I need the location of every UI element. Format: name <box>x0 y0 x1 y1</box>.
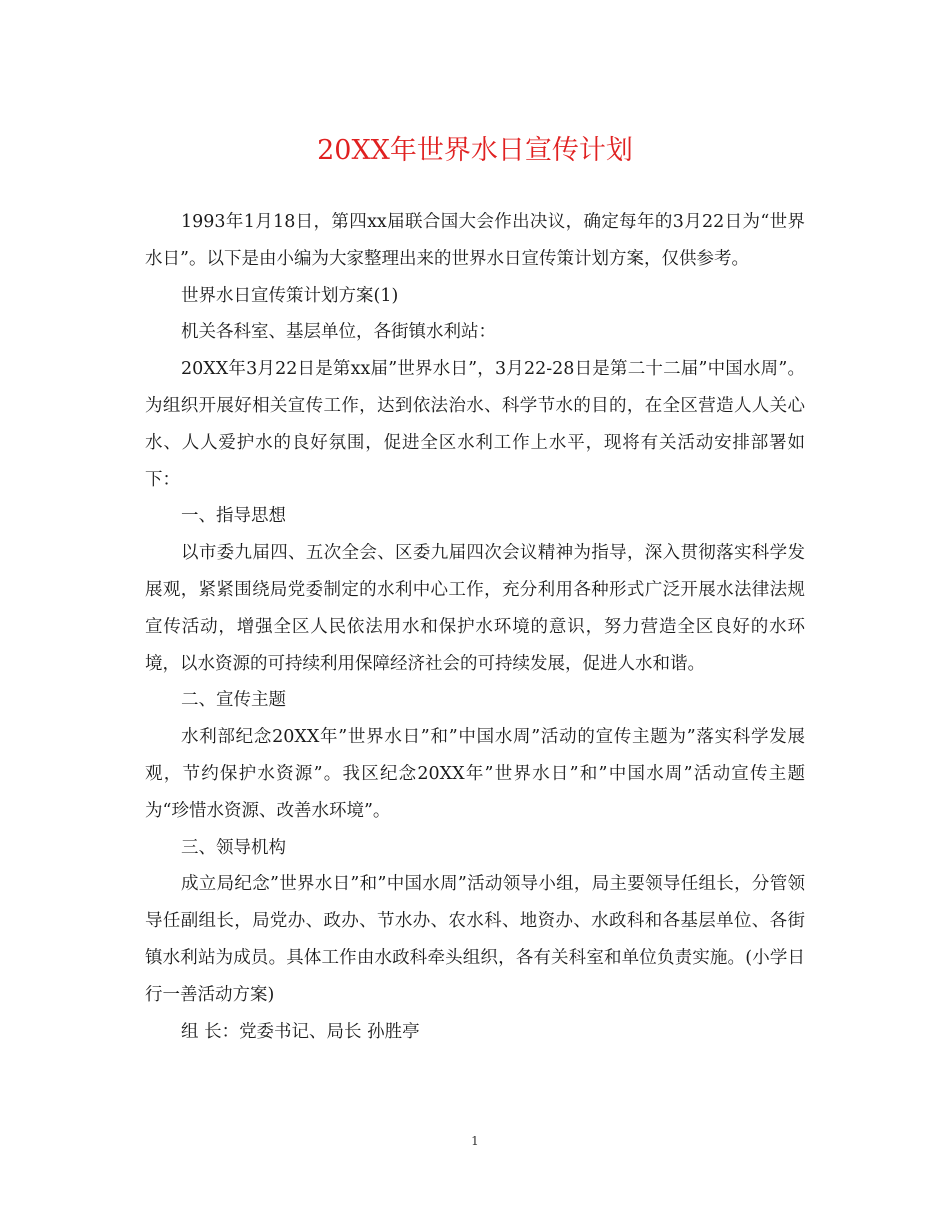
document-body <box>145 204 805 1050</box>
paragraph-background: 20XX年3月22日是第xx届”世界水日”，3月22-28日是第二十二届”中国水周”。为组织开展好相关宣传工作，达到依法治水、科学节水的目的，在全区营造人人关心水、人人爱护水的良好氛围，促进全区水利工作上水平，现将有关活动安排部署如下： <box>145 359 805 490</box>
paragraph-intro: 1993年1月18日，第四xx届联合国大会作出决议，确定每年的3月22日为“世界水日”。以下是由小编为大家整理出来的世界水日宣传策计划方案，仅供参考。 <box>145 212 805 269</box>
paragraph-guiding-thought: 以市委九届四、五次全会、区委九届四次会议精神为指导，深入贯彻落实科学发展观，紧紧围绕局党委制定的水利中心工作，充分利用各种形式广泛开展水法律法规宣传活动，增强全区人民依法用水和保护水环境的意识，努力营造全区良好的水环境，以水资源的可持续利用保障经济社会的可持续发展，促进人水和谐。 <box>145 543 805 674</box>
page-number: 1 <box>471 1134 479 1148</box>
paragraph-team-leader: 组 长：党委书记、局长 孙胜亭 <box>181 1021 420 1042</box>
paragraph-plan-heading: 世界水日宣传策计划方案(1) <box>181 285 399 306</box>
section-heading-leadership: 三、领导机构 <box>181 837 286 858</box>
paragraph-theme: 水利部纪念20XX年”世界水日”和”中国水周”活动的宣传主题为”落实科学发展观，节约保护水资源”。我区纪念20XX年”世界水日”和”中国水周”活动宣传主题为“珍惜水资源、改善水环境”。 <box>145 727 805 821</box>
section-heading-theme: 二、宣传主题 <box>181 690 286 711</box>
section-heading-guiding-thought: 一、指导思想 <box>181 506 286 527</box>
paragraph-leadership: 成立局纪念”世界水日”和”中国水周”活动领导小组，局主要领导任组长，分管领导任副组长，局党办、政办、节水办、农水科、地资办、水政科和各基层单位、各街镇水利站为成员。具体工作由水政科牵头组织，各有关科室和单位负责实施。(小学日行一善活动方案) <box>145 874 805 1005</box>
paragraph-salutation: 机关各科室、基层单位，各街镇水利站： <box>181 322 496 343</box>
document-title: 20XX年世界水日宣传计划 <box>317 135 633 166</box>
